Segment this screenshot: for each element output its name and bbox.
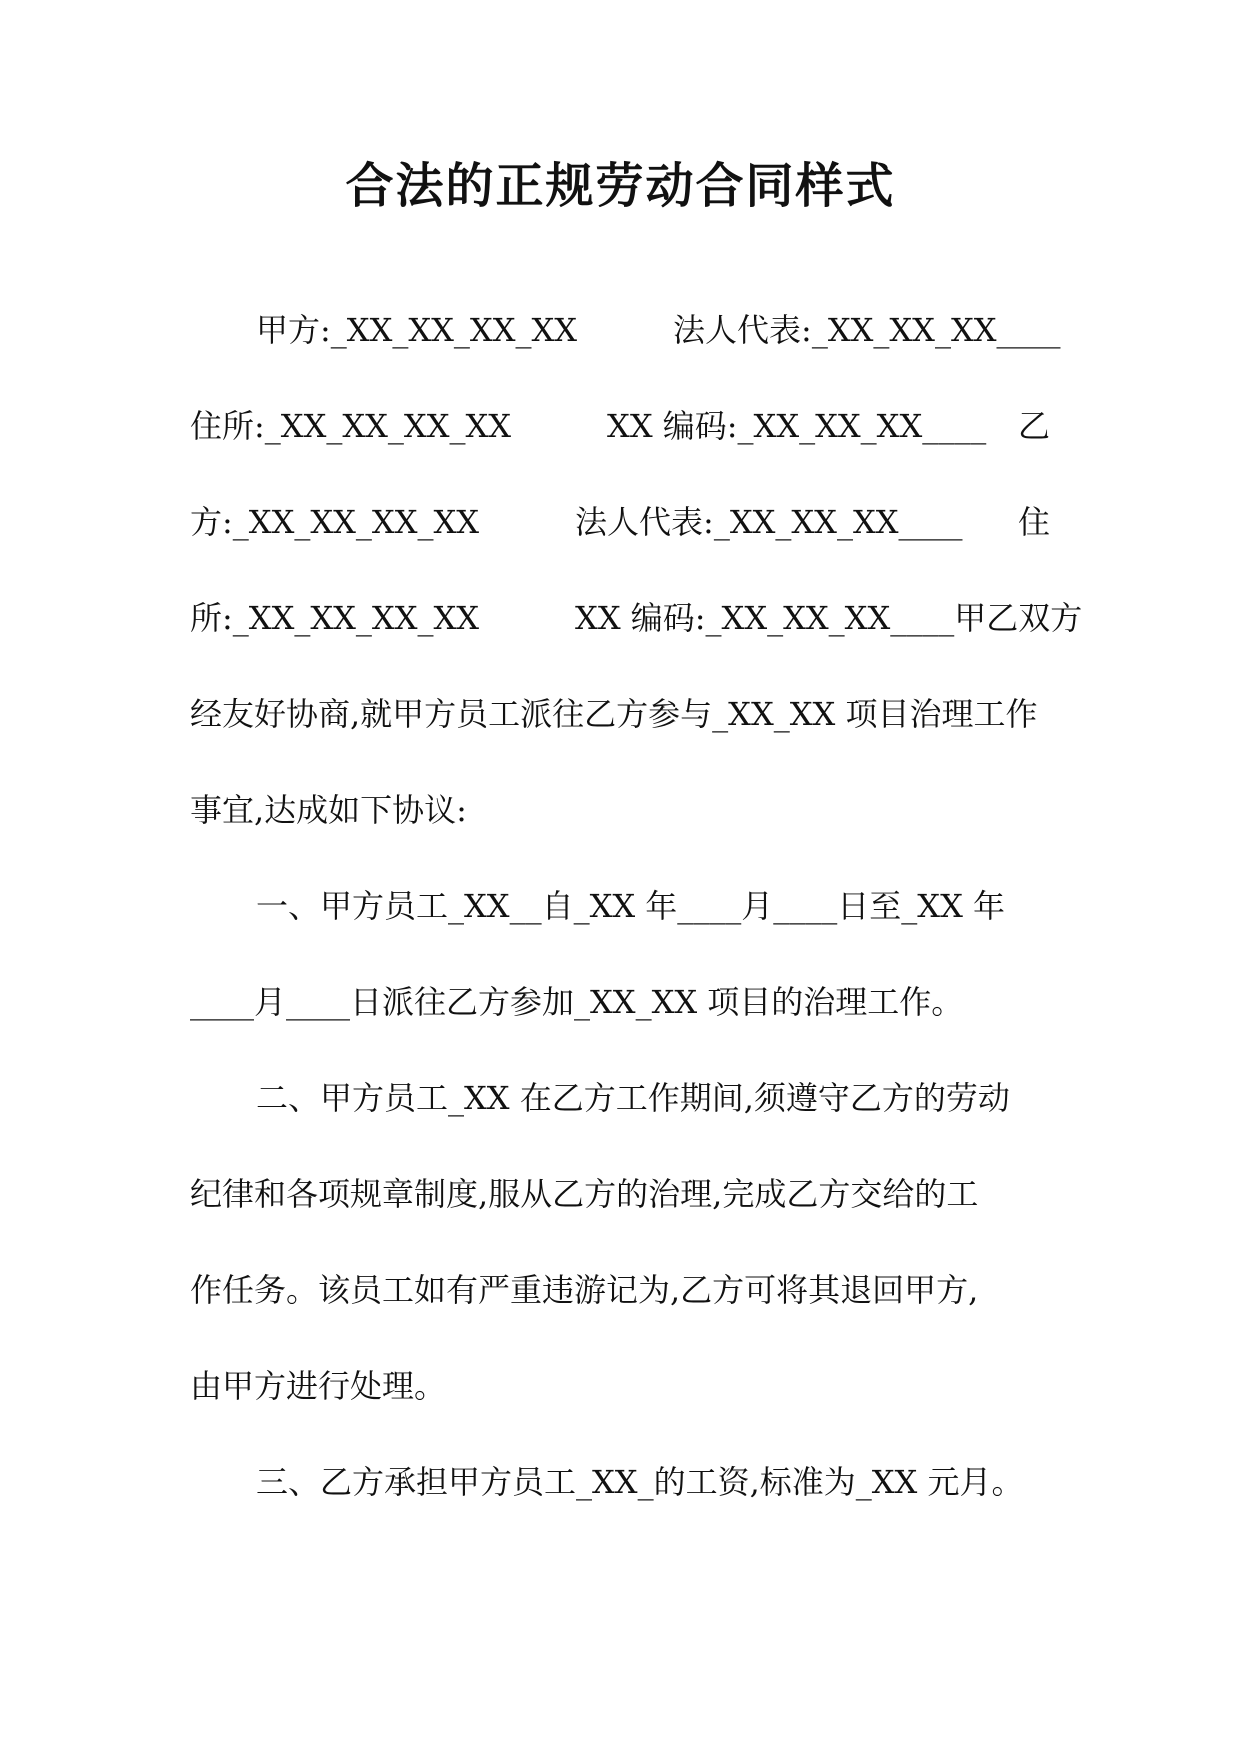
- clause-two-line: 纪律和各项规章制度,服从乙方的治理,完成乙方交给的工: [190, 1175, 979, 1213]
- paragraph-line: 事宜,达成如下协议:: [190, 791, 467, 829]
- address-b-text: 所:_XX_XX_XX_XX XX 编码:_XX_XX_XX____: [190, 599, 955, 637]
- party-a-line: 甲方:_XX_XX_XX_XX 法人代表:_XX_XX_XX____: [256, 311, 1061, 349]
- party-b-label-start: 乙: [1017, 407, 1050, 445]
- clause-one-line: 一、甲方员工_XX__自_XX 年____月____日至_XX 年: [256, 887, 1006, 925]
- document-title: 合法的正规劳动合同样式: [345, 158, 896, 214]
- clause-three-line: 三、乙方承担甲方员工_XX_的工资,标准为_XX 元月。: [256, 1463, 1024, 1501]
- paragraph-line: 经友好协商,就甲方员工派往乙方参与_XX_XX 项目治理工作: [190, 695, 1038, 733]
- address-b-label-start: 住: [1017, 503, 1050, 541]
- address-b-row: [190, 594, 1083, 642]
- clause-two-line: 二、甲方员工_XX 在乙方工作期间,须遵守乙方的劳动: [256, 1079, 1010, 1117]
- party-b-text: 方:_XX_XX_XX_XX 法人代表:_XX_XX_XX____: [190, 503, 963, 541]
- clause-one-line: ____月____日派往乙方参加_XX_XX 项目的治理工作。: [190, 983, 964, 1021]
- party-b-row: [190, 498, 1050, 546]
- address-a-row: [190, 402, 1050, 450]
- both-parties-start: 甲乙双方: [954, 599, 1083, 637]
- address-a-text: 住所:_XX_XX_XX_XX XX 编码:_XX_XX_XX____: [190, 407, 987, 445]
- clause-two-line: 作任务。该员工如有严重违游记为,乙方可将其退回甲方,: [190, 1271, 979, 1309]
- clause-two-line: 由甲方进行处理。: [190, 1367, 447, 1405]
